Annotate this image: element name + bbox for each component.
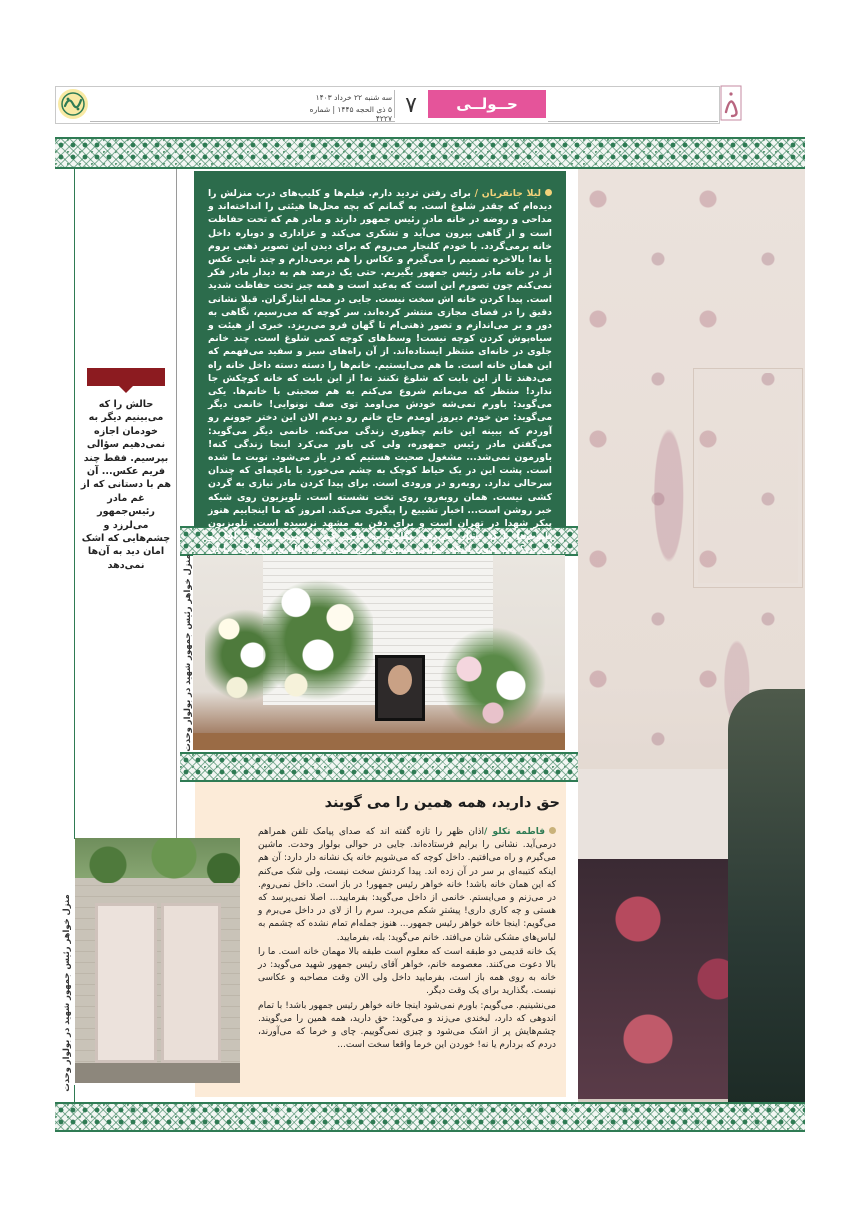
flowers-photo-caption	[180, 555, 194, 750]
issue-number: ۵ ذی الحجه ۱۴۴۵ | شماره ۴۲۲۷	[309, 105, 392, 123]
article-title: حق دارید، همه همین را می گویند	[324, 795, 560, 811]
flower-arrangement	[433, 625, 553, 735]
caption-text: منزل خواهر رئیس جمهور شهید در بولوار وحدت	[61, 893, 71, 1092]
intro-author: لیلا جانقربان /	[474, 188, 541, 199]
issue-date: سه شنبه ۲۲ خرداد ۱۴۰۳	[315, 93, 392, 102]
caption-text: منزل خواهر رئیس جمهور شهید در بولوار وحدت	[182, 553, 192, 752]
article-paragraph-text: اذان ظهر را تازه گفته اند که صدای پیامک تلفن همراهم درمی‌آید. نشانی را برایم فرستاده‌اند. جایی در حوالی بولوار وحدت. ماشین می‌گیرم و راه می‌افتیم. داخل کوچه که می‌شویم خانه یک نشانه دار دارد: آن هم اینکه کتیبه‌ای بر سر در آن زده اند. پیدا کردنش سخت نیست، ولی شک می‌کنم که این همان خانه باشد! خانه خواهر رئیس جمهور! در باز است. داخل نمی‌روم. در می‌زنم و می‌ایستم. خانمی از داخل می‌گوید: بفرمایید... اصلا نمی‌پرسد که هستی و چه کاری داری! پیشترِ شکم می‌برد. سرم را از لای در داخل می‌برم و می‌گویم: اینجا خانه خواهر رئیس جمهور... هنوز جمله‌ام تمام نشده که چشمم به لباس‌های مشکی شان می‌افتد. خانم می‌گوید: بله، بفرمایید.	[258, 827, 556, 943]
article-body	[258, 826, 556, 1053]
gate-door-right	[161, 903, 221, 1063]
flowers-photo	[193, 555, 565, 750]
column-rule	[74, 1085, 75, 1102]
header-separator	[394, 90, 395, 118]
portrait-face	[388, 665, 412, 695]
ornament-band	[55, 137, 805, 169]
article-paragraph	[258, 826, 556, 945]
intro-text	[208, 187, 552, 610]
quote-flag-tip	[118, 385, 134, 393]
bullet-icon	[545, 189, 552, 196]
article-paragraph: می‌نشینیم. می‌گویم: باورم نمی‌شود اینجا خانه خواهر رئیس جمهور باشد! با تمام اندوهی که دارد، لبخندی می‌زند و می‌گوید: حق دارید، همه همین را می‌گویند. چشم‌هایش پر از اشک می‌شود و چیزی نمی‌گوییم. چای و خرما که می‌آورند، دردم که بردارم یا نه! خوردن این خرما واقعا سخت است...	[258, 1000, 556, 1051]
corner-logo-icon	[718, 82, 744, 124]
article-author: فاطمه تکلو /	[484, 827, 545, 837]
header-rule	[548, 121, 718, 122]
column-rule	[176, 169, 177, 839]
ground	[75, 1063, 240, 1083]
floor	[193, 733, 565, 750]
intro-text-box	[194, 171, 566, 556]
bullet-icon	[549, 827, 556, 834]
pull-quote: حالش را که می‌بینیم دیگر به خودمان اجازه نمی‌دهیم سؤالی بپرسیم. فقط چند فریم عکس... آن هم با دستانی که از غم مادر رئیس‌جمهور می‌لرزد و چشم‌هایی که اشک امان دید به آن‌ها نمی‌دهد	[80, 399, 172, 571]
tree-foliage	[75, 838, 240, 883]
flower-arrangement	[263, 565, 373, 715]
ornament-band	[55, 1102, 805, 1132]
person-figure	[728, 689, 805, 1102]
ornament-band	[180, 752, 578, 782]
gate-photo	[75, 838, 240, 1083]
column-rule	[74, 169, 75, 839]
article-paragraph: یک خانه قدیمی دو طبقه است که معلوم است طبقه بالا مهمان خانه است. ما را بالا دعوت می‌کنند. معصومه خانم، خواهر آقای رئیس جمهور شهید می‌گوید: در خانه به روی همه باز است، بفرمایید داخل ولی الان وقت مصاحبه و عکاسی نیست. بگذارید برای یک وقت دیگر.	[258, 946, 556, 997]
quote-flag	[87, 368, 165, 386]
gate-door-left	[95, 903, 157, 1063]
section-tab[interactable]: حــولــی	[428, 90, 546, 118]
page-number: ۷	[405, 92, 417, 118]
room-photo	[578, 169, 805, 1102]
brand-logo-icon	[56, 88, 90, 120]
intro-body: برای رفتن تردید دارم. فیلم‌ها و کلیپ‌های درب منزلش را دیده‌ام که چقدر شلوغ است. به گمانم که بچه محل‌ها هیئتی را انداخته‌اند و مداحی و روضه در خانه مادر رئیس جمهور دارند و مادر هم که تحت حفاظت است و از گاهی بیرون می‌آید و تشکری می‌کند و عزاداری و دوباره داخل خانه برمی‌گردد. با خودم کلنجار می‌روم که برای دیدن این تصویر ذهنی بروم یا نه! بالاخره تصمیم را می‌گیرم و عکاس را هم برمی‌دارم و چند تایی عکس از در خانه مادر رئیس جمهور بگیریم. حتی یک درصد هم به دیدار مادر فکر نمی‌کنم چون تصورم این است که به‌عید است و همه چیز تحت حفاظت شدید است. پیدا کردن خانه اش سخت نیست. جایی در محله ایثارگران. قبلا نشانی دقیق را در فضای مجازی منتشر کرده‌اند. سر کوچه که می‌رسیم، نگاهی به دور و بر می‌اندازم و تصور ذهنی‌ام تا گهان فرو می‌ریزد. خبری از هیئت و سیاه‌پوش کردن کوچه نیست! وسط‌های کوچه کمی شلوغ است. چند خانم جلوی در خانه‌ای منتظر ایستاده‌اند. از آن راه‌های سبز و سفید می‌فهمم که این همان خانه است. ما هم می‌ایستیم. خانم‌ها را دسته دسته داخل خانه راه می‌دهند تا از این بابت که شلوغ نکنند نه! از این بابت که خانه کوچکش جا ندارد! منتظر که می‌مانم شروع می‌کنم به هم صحبتی با خانم‌ها. یکی می‌گوید: باورم نمی‌شه خودش می‌اومد توی صف نونوایی! خانمی دیگر می‌گوید: من خودم دیروز اومدم حاج خانم رو دیدم الان این دختر جوونم رو آوردم که ببینه این خانم چطوری زندگی می‌کنه. خانمی دیگر می‌گوید: می‌گفتن مادر رئیس جمهوره، ولی کی باور می‌کرد اینجا زندگی کنه! باورمون نمی‌شد... مشغول صحبت هستیم که در باز می‌شود. نوبت ما شده است. پشت این در یک حیاط کوچک به چشم می‌خورد با باغچه‌ای که چندان سرحالی ندارد. روبه‌رو در ورودی است. برای پیدا کردن مادر نیازی به گردن کشی نیست. همان روبه‌رو، روی تخت نشسته است. تلویزیون روی شبکه خبر روشن است... اخبار تشییع را پیگیری می‌کند. امروز که ما اینجاییم هنوز پیکر شهدا در تهران است و برای دفن به مشهد نرسیده است. تلویزیون تابوت‌ها را که نشان می‌دهد، نگاهی به مامی کند و می‌پرسد: حاج آقا رو آوردن؟ بعد بدون اینکه جوابی بشنود شروع می‌کند به ناله و عزاداری. با آن	[208, 188, 552, 556]
gate-photo-caption	[58, 893, 74, 1092]
wall-frame	[694, 369, 802, 587]
